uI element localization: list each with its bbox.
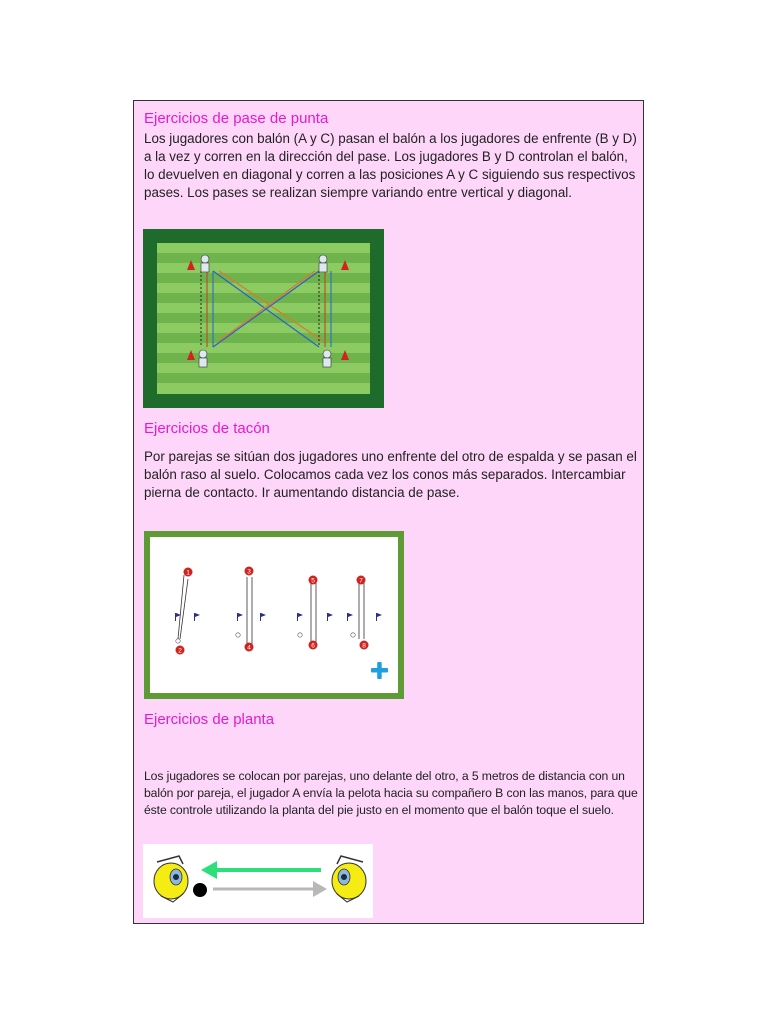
section-text-tacon: Por parejas se sitúan dos jugadores uno enfrente del otro de espalda y se pasan el balón raso al suelo. Colocamos cada vez los conos más separados. Intercambiar pierna de contacto. Ir aumentando distancia de pase.	[144, 449, 637, 500]
heel-pass-diagram	[144, 531, 404, 699]
marker-number: 5	[311, 577, 315, 585]
section-text-planta: Los jugadores se colocan por parejas, uno delante del otro, a 5 metros de distancia con un balón por pareja, el jugador A envía la pelota hacia su compañero B con las manos, para que éste controle utilizando la planta del pie justo en el momento que el balón toque el suelo.	[144, 769, 638, 817]
player-icon	[199, 350, 207, 358]
player-icon	[323, 350, 331, 358]
section-title-pase-punta: Ejercicios de pase de punta	[144, 110, 329, 127]
player-icon	[201, 255, 209, 263]
ball-icon	[176, 639, 180, 643]
sole-control-diagram	[143, 844, 373, 918]
player-icon	[319, 255, 327, 263]
ball-icon	[351, 633, 355, 637]
ball-icon	[236, 633, 240, 637]
marker-number: 1	[186, 569, 190, 577]
section-title-tacon: Ejercicios de tacón	[144, 420, 270, 437]
marker-number: 7	[359, 577, 363, 585]
marker-number: 8	[362, 642, 366, 650]
ball-icon	[193, 883, 207, 897]
marker-number: 6	[311, 642, 315, 650]
content-panel	[133, 100, 644, 924]
section-text-pase-punta: Los jugadores con balón (A y C) pasan el balón a los jugadores de enfrente (B y D) a la vez y corren en la dirección del pase. Los jugadores B y D controlan el balón, lo devuelven en diagonal y corren a las posiciones A y C siguiendo sus respectivos pases. Los pases se realizan siempre variando entre vertical y diagonal.	[144, 131, 637, 200]
ball-icon	[298, 633, 302, 637]
marker-number: 2	[178, 647, 182, 655]
marker-number: 4	[247, 644, 251, 652]
section-title-planta: Ejercicios de planta	[144, 711, 275, 728]
marker-number: 3	[247, 568, 251, 576]
pitch-diagram	[143, 229, 384, 408]
